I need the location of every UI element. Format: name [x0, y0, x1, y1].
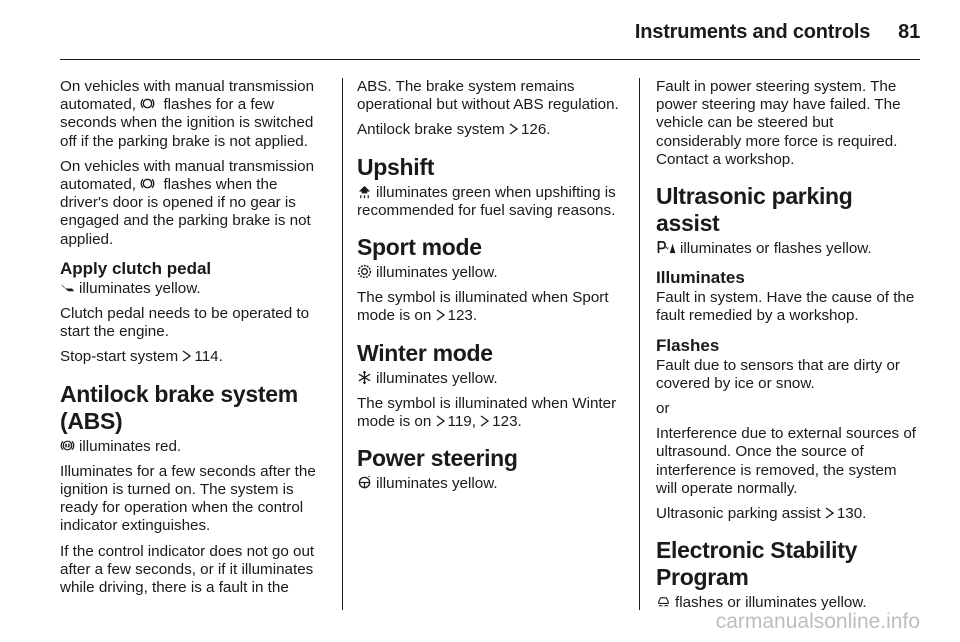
snowflake-icon	[357, 370, 372, 385]
paragraph: If the control indicator does not go out after a few seconds, or if it illuminates while driving, there is a fault in the	[60, 542, 315, 597]
subheading-illuminates: Illuminates	[656, 268, 745, 288]
section-heading-power-steering: Power steering	[357, 445, 518, 472]
paragraph: illuminates yellow.	[357, 370, 627, 388]
brake-circle-icon	[140, 96, 155, 111]
paragraph: Stop-start system 114.	[60, 348, 223, 366]
paragraph: On vehicles with manual transmission automated, flashes for a few seconds when the ignition is switched off if the parking brake is not applied.	[60, 78, 315, 150]
subheading-flashes: Flashes	[656, 335, 720, 355]
section-heading-esp: Electronic Stability Program	[656, 537, 858, 591]
paragraph: The symbol is illuminated when Winter mode is on 119, 123.	[357, 394, 617, 431]
header-rule	[60, 59, 920, 60]
column-3	[656, 78, 920, 619]
paragraph: Ultrasonic parking assist 130.	[656, 505, 867, 523]
paragraph: flashes or illuminates yellow.	[656, 594, 920, 612]
paragraph: Fault in power steering system. The power steering may have failed. The vehicle can be steered but considerably more force is required. Contact a workshop.	[656, 78, 901, 168]
section-heading-clutch: Apply clutch pedal	[60, 258, 212, 278]
section-heading-upshift: Upshift	[357, 153, 435, 180]
column-2	[357, 78, 627, 500]
paragraph: or	[656, 400, 670, 418]
page-reference-icon	[182, 350, 191, 362]
paragraph: Fault in system. Have the cause of the fault remedied by a workshop.	[656, 289, 915, 325]
paragraph: On vehicles with manual transmission automated, flashes when the driver's door is opened if no gear is engaged and the parking brake is not applied.	[60, 157, 315, 248]
column-1	[60, 78, 326, 604]
column-divider	[342, 78, 343, 610]
paragraph: illuminates yellow.	[357, 475, 627, 493]
watermark: carmanualsonline.info	[715, 610, 920, 633]
sport-mode-icon	[357, 264, 372, 279]
section-heading-winter: Winter mode	[357, 339, 493, 366]
paragraph: Illuminates for a few seconds after the ignition is turned on. The system is ready for operation when the control indicator extinguishes.	[60, 462, 316, 535]
page-reference-icon	[509, 123, 518, 135]
paragraph: illuminates red.	[60, 438, 326, 456]
section-heading-sport: Sport mode	[357, 234, 482, 261]
paragraph: Antilock brake system 126.	[357, 121, 551, 139]
page-reference-icon	[436, 309, 445, 321]
section-heading-ultrasonic: Ultrasonic parking assist	[656, 183, 853, 237]
power-steering-icon	[357, 475, 372, 490]
section-heading-abs: Antilock brake system (ABS)	[60, 380, 298, 434]
paragraph: The symbol is illuminated when Sport mode is on 123.	[357, 289, 609, 325]
paragraph: Interference due to external sources of ultrasound. Once the source of interference is removed, the system will operate normally.	[656, 425, 917, 497]
column-divider	[639, 78, 640, 610]
paragraph: Clutch pedal needs to be operated to start the engine.	[60, 305, 310, 341]
page-reference-icon	[436, 415, 445, 427]
stability-program-icon	[656, 594, 671, 609]
page-reference-icon	[480, 415, 489, 427]
page-number: 81	[898, 20, 920, 43]
paragraph: ABS. The brake system remains operational but without ABS regulation.	[357, 78, 619, 114]
page-header	[60, 14, 920, 50]
clutch-pedal-icon	[60, 280, 75, 295]
paragraph: Fault due to sensors that are dirty or covered by ice or snow.	[656, 356, 900, 392]
brake-circle-icon	[140, 176, 155, 191]
header-title: Instruments and controls	[634, 20, 871, 43]
paragraph: illuminates or flashes yellow.	[656, 240, 920, 258]
upshift-icon	[357, 184, 372, 199]
paragraph: illuminates yellow.	[60, 280, 326, 298]
paragraph: illuminates green when upshifting is recommended for fuel saving reasons.	[357, 183, 616, 219]
page-reference-icon	[825, 507, 834, 519]
abs-icon	[60, 438, 75, 453]
parking-assist-icon	[656, 240, 676, 255]
paragraph: illuminates yellow.	[357, 264, 627, 282]
